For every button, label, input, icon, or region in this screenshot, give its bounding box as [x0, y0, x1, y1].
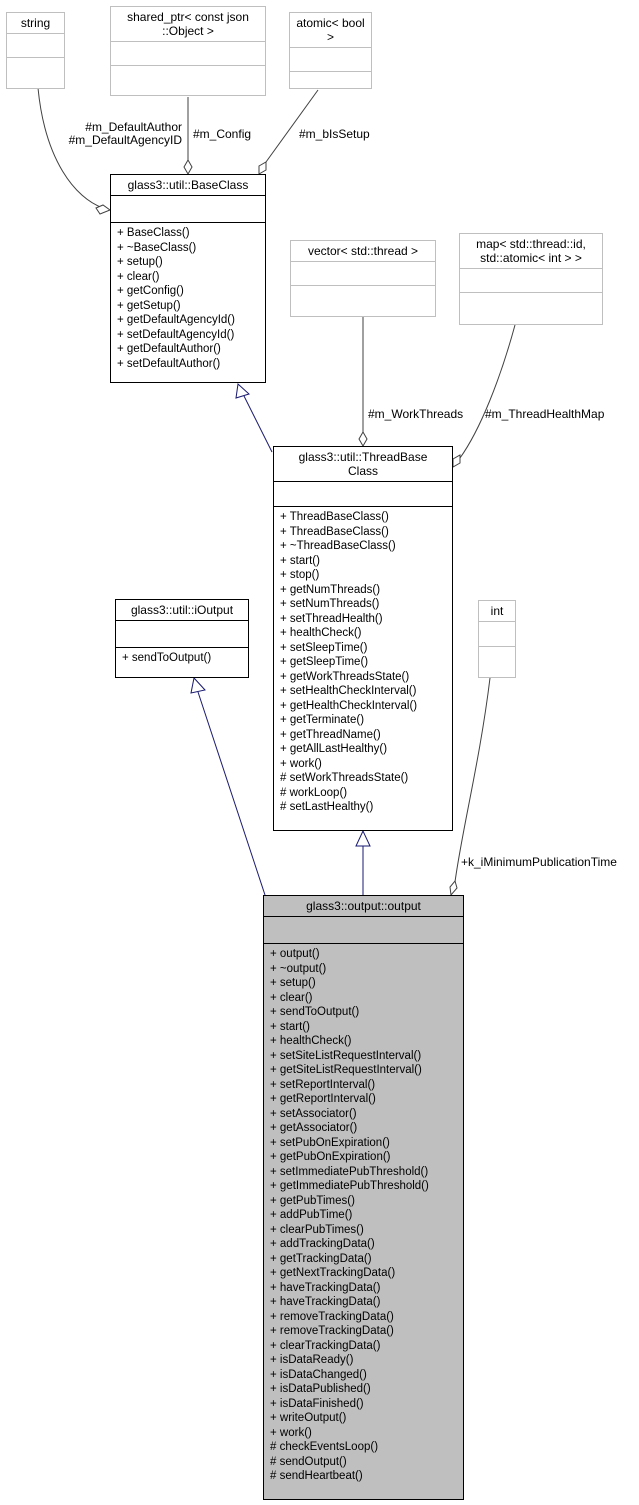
class-title: atomic< bool > — [296, 16, 365, 44]
method: + ~BaseClass() — [117, 241, 197, 254]
method: + getAssociator() — [270, 1122, 358, 1134]
method: + haveTrackingData() — [270, 1296, 381, 1308]
method: + getDefaultAuthor() — [117, 343, 221, 355]
edge-string-to-baseclass — [38, 88, 103, 208]
method: + getSleepTime() — [280, 656, 369, 668]
method: + sendToOutput() — [270, 1006, 360, 1018]
method: + setSiteListRequestInterval() — [270, 1049, 422, 1062]
methods-section — [111, 65, 265, 89]
attributes-section — [479, 621, 515, 646]
edge-label-config: #m_Config — [193, 127, 252, 141]
arrow-threadbase-base — [356, 831, 370, 846]
method: + isDataReady() — [270, 1354, 354, 1366]
class-vector-thread — [290, 240, 436, 317]
class-title: glass3::util::iOutput — [130, 603, 234, 617]
methods-section — [290, 71, 371, 95]
diamond-threadbase-workthreads — [359, 432, 367, 446]
attributes-section — [290, 47, 371, 71]
class-atomic-bool — [289, 12, 372, 89]
class-shared-ptr — [110, 6, 266, 96]
method: + setup() — [117, 256, 163, 268]
methods-section — [274, 506, 452, 818]
method: + ~ThreadBaseClass() — [280, 540, 396, 552]
method: + removeTrackingData() — [270, 1325, 394, 1337]
attributes-section — [264, 916, 463, 943]
class-output — [263, 895, 464, 1500]
method: + clear() — [117, 270, 160, 283]
method: + setThreadHealth() — [280, 612, 383, 625]
method: + BaseClass() — [117, 227, 190, 239]
class-map-thread — [459, 233, 603, 325]
class-title: glass3::util::ThreadBase Class — [298, 450, 428, 478]
method: + writeOutput() — [270, 1412, 347, 1424]
method: + getPubOnExpiration() — [270, 1151, 391, 1163]
diamond-output-int — [450, 881, 457, 895]
edge-map-to-threadbase — [460, 325, 515, 458]
method: # setLastHealthy() — [280, 801, 374, 813]
method: + addPubTime() — [270, 1209, 353, 1221]
class-title: int — [490, 604, 504, 618]
method: # sendOutput() — [270, 1455, 347, 1468]
edge-label-work-threads: #m_WorkThreads — [368, 407, 464, 421]
method: + getSetup() — [117, 299, 181, 312]
method: + setReportInterval() — [270, 1078, 376, 1091]
method: + healthCheck() — [270, 1035, 352, 1047]
method: + getTrackingData() — [270, 1252, 372, 1265]
attributes-section — [111, 195, 265, 222]
method: + setHealthCheckInterval() — [280, 685, 417, 697]
edge-atomicbool-to-baseclass — [266, 90, 318, 162]
method: + stop() — [280, 569, 320, 581]
class-title: shared_ptr< const json ::Object > — [127, 10, 249, 38]
class-string — [6, 12, 65, 89]
method: + addTrackingData() — [270, 1238, 375, 1250]
method: + ~output() — [270, 962, 327, 975]
attributes-section — [111, 41, 265, 65]
attributes-section — [116, 620, 248, 647]
method: + ThreadBaseClass() — [280, 511, 389, 523]
method: + start() — [270, 1020, 310, 1033]
method: + clearTrackingData() — [270, 1339, 381, 1352]
method: + getWorkThreadsState() — [280, 670, 410, 683]
class-title: glass3::util::BaseClass — [127, 178, 249, 192]
method: + clear() — [270, 991, 313, 1004]
method: + setNumThreads() — [280, 598, 380, 610]
class-ioutput — [115, 599, 249, 678]
method: + sendToOutput() — [122, 652, 212, 664]
method: + start() — [280, 554, 320, 567]
method: # workLoop() — [280, 786, 348, 799]
class-int — [478, 600, 516, 678]
class-title: map< std::thread::id, std::atomic< int > > — [476, 237, 586, 265]
method: + getSiteListRequestInterval() — [270, 1064, 422, 1076]
class-base-class — [110, 174, 266, 383]
method: + setSleepTime() — [280, 641, 368, 654]
method: + setDefaultAuthor() — [117, 357, 221, 370]
method: + ThreadBaseClass() — [280, 525, 389, 538]
arrow-baseclass-base — [236, 384, 249, 398]
methods-section — [291, 285, 435, 309]
arrow-ioutput-base — [191, 678, 205, 693]
method: + work() — [280, 757, 322, 770]
methods-section — [116, 647, 248, 669]
attributes-section — [460, 268, 602, 292]
edge-label-default-author: #m_DefaultAuthor #m_DefaultAgencyID — [68, 120, 182, 147]
method: # checkEventsLoop() — [270, 1441, 379, 1453]
method: + isDataPublished() — [270, 1383, 371, 1395]
method: + work() — [270, 1426, 312, 1439]
method: + getNextTrackingData() — [270, 1267, 396, 1279]
method: + output() — [270, 948, 320, 960]
methods-section — [7, 57, 64, 81]
methods-section — [460, 292, 602, 316]
class-title: vector< std::thread > — [307, 244, 419, 258]
class-title: string — [20, 16, 51, 30]
methods-section — [264, 943, 463, 1487]
method: + getImmediatePubThreshold() — [270, 1180, 429, 1192]
attributes-section — [7, 33, 64, 57]
method: + clearPubTimes() — [270, 1223, 364, 1236]
method: + haveTrackingData() — [270, 1281, 381, 1294]
edge-int-to-output — [455, 678, 490, 882]
method: + getHealthCheckInterval() — [280, 699, 418, 712]
edge-label-thread-health-map: #m_ThreadHealthMap — [485, 407, 605, 421]
edge-label-is-setup: #m_bIsSetup — [299, 127, 370, 141]
method: + getAllLastHealthy() — [280, 743, 388, 755]
method: + isDataChanged() — [270, 1368, 367, 1381]
method: + healthCheck() — [280, 627, 362, 639]
class-thread-base-class — [273, 446, 453, 831]
method: + getThreadName() — [280, 728, 381, 741]
method: + getDefaultAgencyId() — [117, 314, 235, 326]
edge-output-inherits-ioutput — [198, 692, 265, 895]
method: + setup() — [270, 977, 316, 989]
diamond-threadbase-healthmap — [453, 455, 460, 467]
diamond-baseclass-setup — [259, 162, 266, 174]
method: + removeTrackingData() — [270, 1310, 394, 1323]
class-title: glass3::output::output — [306, 899, 421, 913]
method: + getNumThreads() — [280, 583, 381, 596]
methods-section — [479, 646, 515, 671]
method: # sendHeartbeat() — [270, 1470, 363, 1482]
method: + setImmediatePubThreshold() — [270, 1165, 429, 1178]
attributes-section — [291, 261, 435, 285]
method: + setDefaultAgencyId() — [117, 328, 235, 341]
edge-threadbase-inherits-baseclass — [244, 396, 272, 452]
method: + setAssociator() — [270, 1107, 357, 1120]
method: # setWorkThreadsState() — [280, 772, 409, 784]
methods-section — [111, 222, 265, 374]
method: + isDataFinished() — [270, 1397, 364, 1410]
edge-label-min-pub-time: +k_iMinimumPublicationTime — [461, 855, 617, 869]
diamond-baseclass-config — [184, 160, 192, 174]
method: + getPubTimes() — [270, 1194, 355, 1207]
method: + getTerminate() — [280, 714, 365, 726]
method: + getReportInterval() — [270, 1093, 376, 1105]
method: + setPubOnExpiration() — [270, 1136, 390, 1149]
attributes-section — [274, 481, 452, 506]
method: + getConfig() — [117, 285, 184, 297]
